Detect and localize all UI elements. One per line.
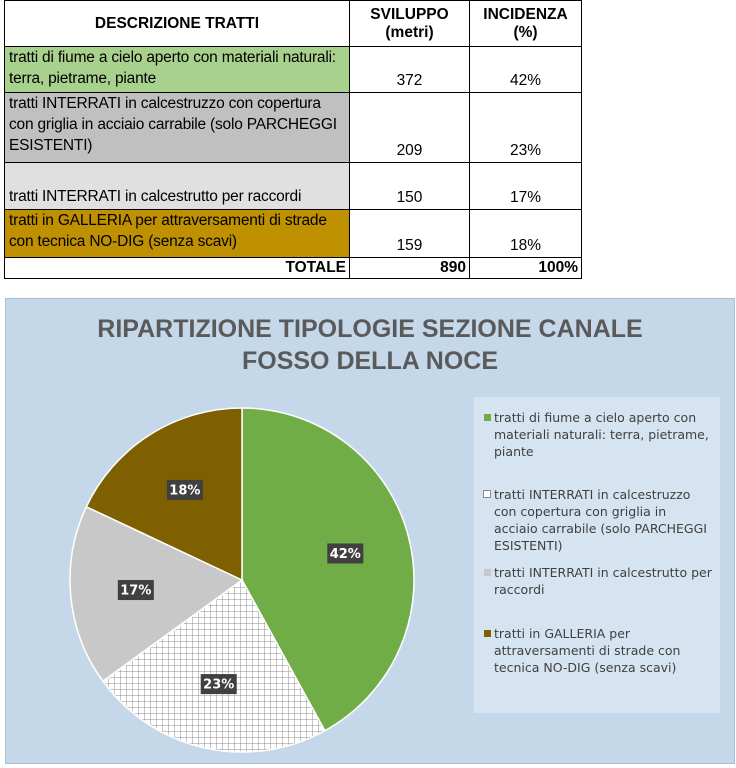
row-description: tratti INTERRATI in calcestrutto per raccordi <box>5 163 350 210</box>
table-total-row <box>5 258 582 279</box>
row-length: 209 <box>350 93 470 163</box>
row-share: 18% <box>470 210 582 258</box>
legend-label: tratti INTERRATI in calcestrutto per raccordi <box>494 565 712 597</box>
pie-data-label <box>327 543 363 563</box>
row-share: 42% <box>470 47 582 93</box>
summary-table <box>4 0 582 279</box>
header-description: DESCRIZIONE TRATTI <box>5 1 350 47</box>
table-row <box>5 47 582 93</box>
legend-label: tratti INTERRATI in calcestruzzo con copertura con griglia in acciaio carrabile (solo PARCHEGGI ESISTENTI) <box>494 487 707 553</box>
total-label: TOTALE <box>5 258 350 279</box>
row-share: 17% <box>470 163 582 210</box>
row-length: 150 <box>350 163 470 210</box>
pie-data-label <box>167 480 203 500</box>
pie-data-label-text: 42% <box>329 546 361 562</box>
table-header-row <box>5 1 582 47</box>
legend-key-brown <box>484 630 491 637</box>
header-share <box>470 1 582 47</box>
row-length: 159 <box>350 210 470 258</box>
total-length: 890 <box>350 258 470 279</box>
table-row <box>5 93 582 163</box>
row-share: 23% <box>470 93 582 163</box>
pie-chart <box>5 298 735 764</box>
legend-item <box>484 625 712 676</box>
legend-key-grid <box>484 491 490 497</box>
header-share-line1: INCIDENZA <box>483 5 568 23</box>
row-description: tratti in GALLERIA per attraversamenti di strade con tecnica NO-DIG (senza scavi) <box>5 210 350 258</box>
row-description: tratti di fiume a cielo aperto con materiali naturali: terra, pietrame, piante <box>5 47 350 93</box>
legend-key-green <box>484 414 491 421</box>
header-share-line2: (%) <box>513 23 538 41</box>
pie-data-label-text: 17% <box>120 583 152 599</box>
table-row <box>5 163 582 210</box>
pie-data-label-text: 23% <box>203 677 235 693</box>
total-share: 100% <box>470 258 582 279</box>
legend-item <box>484 564 712 598</box>
pie-data-label-text: 18% <box>169 483 201 499</box>
header-length <box>350 1 470 47</box>
legend-item <box>484 486 712 554</box>
chart-title <box>6 313 734 377</box>
row-description: tratti INTERRATI in calcestruzzo con copertura con griglia in acciaio carrabile (solo PARCHEGGI ESISTENTI) <box>5 93 350 163</box>
header-length-line1: SVILUPPO <box>370 5 449 23</box>
table-row <box>5 210 582 258</box>
row-length: 372 <box>350 47 470 93</box>
pie-data-label <box>201 674 237 694</box>
chart-legend <box>474 397 720 713</box>
pie-data-label <box>118 580 154 600</box>
legend-label: tratti di fiume a cielo aperto con materiali naturali: terra, pietrame, piante <box>494 410 709 459</box>
legend-label: tratti in GALLERIA per attraversamenti di strade con tecnica NO-DIG (senza scavi) <box>494 626 681 675</box>
legend-item <box>484 409 712 460</box>
legend-key-gray <box>484 569 491 576</box>
chart-title-line1: RIPARTIZIONE TIPOLOGIE SEZIONE CANALE <box>97 315 643 343</box>
chart-title-line2: FOSSO DELLA NOCE <box>241 347 499 375</box>
header-length-line2: (metri) <box>385 23 434 41</box>
